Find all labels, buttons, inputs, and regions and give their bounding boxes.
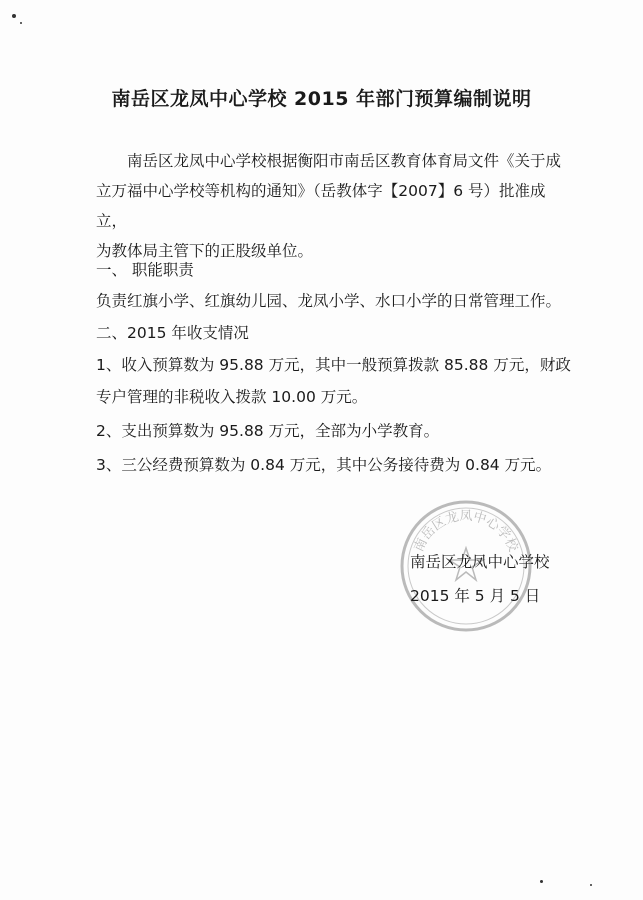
section-body-duties: 负责红旗小学、红旗幼儿园、龙凤小学、水口小学的日常管理工作。: [96, 292, 562, 310]
intro-line-1: 南岳区龙凤中心学校根据衡阳市南岳区教育体育局文件《关于成: [127, 152, 562, 170]
scan-speck: [540, 880, 543, 883]
budget-item-income-line-1: 1、收入预算数为 95.88 万元，其中一般预算拨款 85.88 万元，财政: [96, 356, 571, 374]
section-heading-duties: 一、 职能职责: [96, 261, 194, 279]
budget-item-three-public: 3、三公经费预算数为 0.84 万元，其中公务接待费为 0.84 万元。: [96, 456, 552, 474]
section-heading-budget: 二、2015 年收支情况: [96, 324, 249, 342]
intro-line-3: 为教体局主管下的正股级单位。: [96, 242, 314, 260]
budget-item-income-line-2: 专户管理的非税收入拨款 10.00 万元。: [96, 388, 368, 406]
seal-text: 南岳区龙凤中心学校: [411, 509, 521, 555]
signature-date: 2015 年 5 月 5 日: [410, 587, 541, 605]
scan-speck: [12, 14, 16, 18]
intro-line-2: 立万福中心学校等机构的通知》（岳教体字【2007】6 号）批准成立，: [96, 182, 546, 230]
budget-item-expense: 2、支出预算数为 95.88 万元，全部为小学教育。: [96, 422, 440, 440]
signature-organization: 南岳区龙凤中心学校: [410, 553, 550, 571]
scan-speck: [20, 22, 22, 24]
intro-paragraph: [96, 146, 566, 266]
document-title: 南岳区龙凤中心学校 2015 年部门预算编制说明: [111, 88, 532, 110]
scan-speck: [590, 884, 592, 886]
